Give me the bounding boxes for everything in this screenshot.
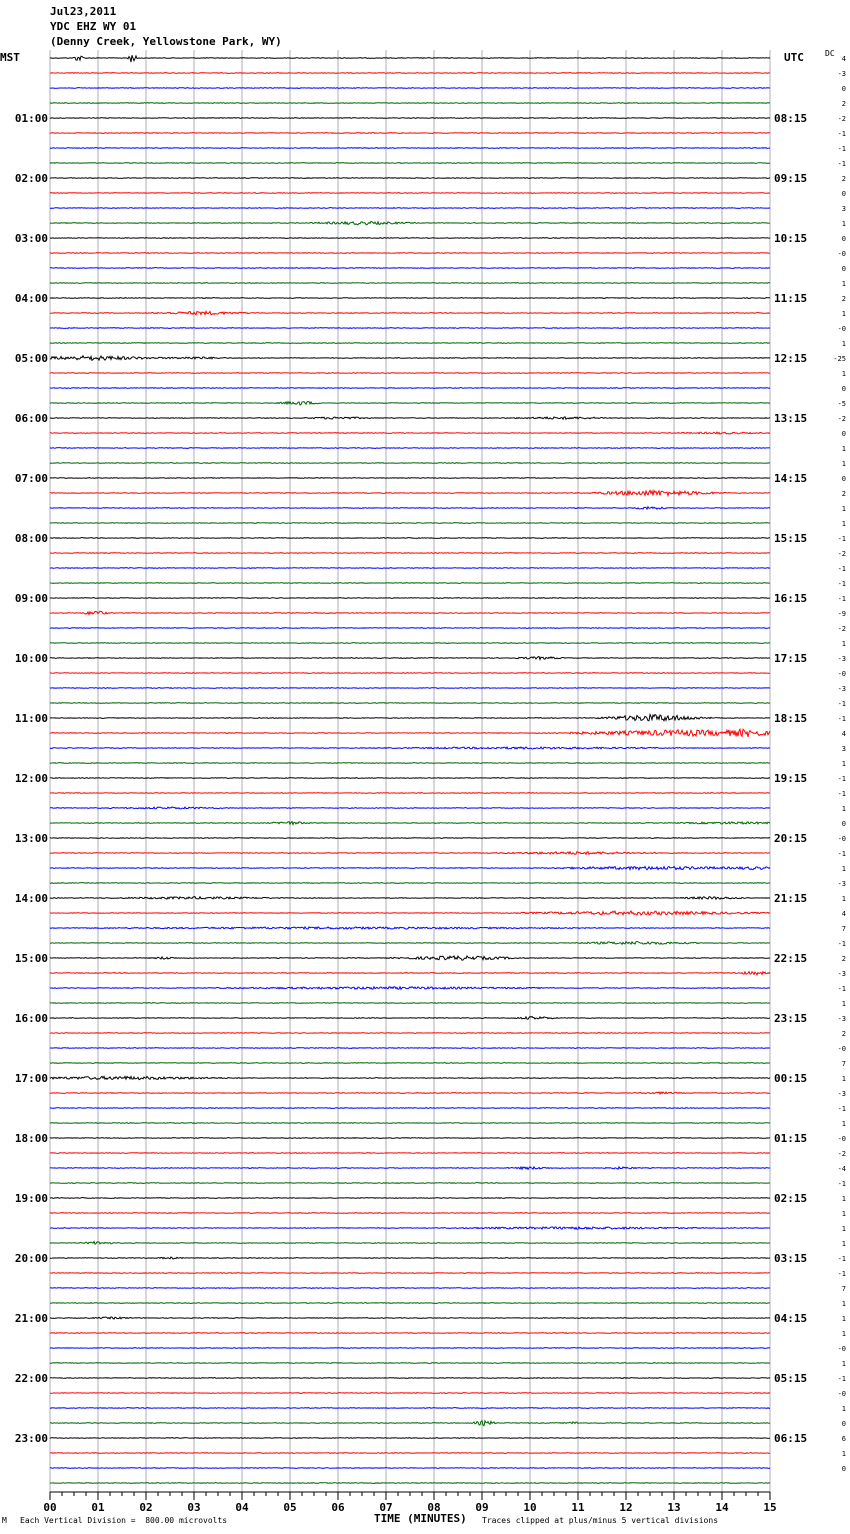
trace-line-82 [50, 1288, 770, 1289]
trace-line-76 [50, 1198, 770, 1199]
dc-offset-label: -1 [837, 940, 846, 948]
x-tick-label: 04 [235, 1501, 249, 1514]
mst-hour-label: 14:00 [14, 892, 48, 905]
trace-line-71 [50, 1123, 770, 1124]
dc-offset-label: -0 [837, 1390, 846, 1398]
dc-offset-label: -3 [837, 655, 846, 663]
x-tick-label: 12 [619, 1501, 633, 1514]
trace-line-35 [50, 583, 770, 584]
trace-line-91 [50, 1421, 770, 1426]
trace-line-10 [50, 208, 770, 209]
x-axis-ticks [43, 1492, 776, 1514]
dc-offset-label: -1 [837, 1375, 846, 1383]
plot-date: Jul23,2011 [50, 5, 117, 18]
dc-offset-label: -3 [837, 1015, 846, 1023]
x-tick-label: 14 [715, 1501, 729, 1514]
dc-offset-label: 1 [841, 1315, 846, 1323]
trace-line-41 [50, 673, 770, 674]
dc-offset-label: 2 [841, 1030, 846, 1038]
station-location: (Denny Creek, Yellowstone Park, WY) [50, 35, 282, 48]
dc-offset-label: 1 [841, 1000, 846, 1008]
dc-offset-label: 1 [841, 1225, 846, 1233]
trace-line-63 [50, 1003, 770, 1004]
trace-line-22 [50, 388, 770, 389]
dc-offset-label: 1 [841, 640, 846, 648]
dc-offset-label: 7 [841, 1060, 846, 1068]
corner-mark: M [2, 1516, 7, 1525]
mst-hour-label: 06:00 [14, 412, 48, 425]
trace-line-84 [50, 1317, 770, 1319]
dc-offset-label: 1 [841, 865, 846, 873]
utc-hour-label: 01:15 [774, 1132, 808, 1145]
dc-offset-label: -1 [837, 1255, 846, 1263]
trace-line-52 [50, 838, 770, 839]
trace-line-17 [50, 311, 770, 314]
mst-axis-title: MST [0, 51, 20, 64]
trace-line-73 [50, 1153, 770, 1154]
utc-hour-label: 21:15 [774, 892, 808, 905]
dc-offset-label: 7 [841, 925, 846, 933]
dc-offset-label: 0 [841, 820, 846, 828]
dc-offset-label: 1 [841, 370, 846, 378]
seismic-traces [50, 55, 770, 1483]
dc-offset-label: -1 [837, 1270, 846, 1278]
trace-line-93 [50, 1453, 770, 1454]
utc-axis-title: UTC [784, 51, 804, 64]
utc-hour-label: 09:15 [774, 172, 808, 185]
mst-hour-label: 08:00 [14, 532, 48, 545]
mst-hour-label: 12:00 [14, 772, 48, 785]
dc-offset-label: -0 [837, 250, 846, 258]
dc-offset-label: -1 [837, 1105, 846, 1113]
trace-line-75 [50, 1183, 770, 1184]
dc-offset-label: 0 [841, 430, 846, 438]
trace-line-40 [50, 657, 770, 660]
scale-note: Each Vertical Division = 800.00 microvolts [20, 1516, 228, 1525]
dc-offset-label: 3 [841, 745, 846, 753]
dc-offset-label: -25 [833, 355, 846, 363]
mst-hour-label: 01:00 [14, 112, 48, 125]
dc-offset-label: 1 [841, 1195, 846, 1203]
utc-hour-label: 02:15 [774, 1192, 808, 1205]
trace-line-39 [50, 643, 770, 644]
trace-line-16 [50, 298, 770, 299]
mst-hour-label: 17:00 [14, 1072, 48, 1085]
mst-hour-label: 23:00 [14, 1432, 48, 1445]
trace-line-67 [50, 1063, 770, 1064]
trace-line-58 [50, 927, 770, 929]
trace-line-88 [50, 1378, 770, 1379]
dc-offset-label: 1 [841, 1330, 846, 1338]
trace-line-5 [50, 133, 770, 134]
dc-offset-label: 1 [841, 445, 846, 453]
trace-line-18 [50, 328, 770, 329]
utc-hour-label: 00:15 [774, 1072, 808, 1085]
dc-offset-label: -4 [837, 1165, 846, 1173]
dc-offset-label: -1 [837, 145, 846, 153]
trace-line-43 [50, 703, 770, 704]
dc-offset-label: -1 [837, 565, 846, 573]
dc-offset-label: 1 [841, 895, 846, 903]
trace-line-56 [50, 897, 770, 900]
trace-line-0 [50, 55, 770, 62]
dc-title: DC [825, 49, 835, 58]
mst-hour-label: 16:00 [14, 1012, 48, 1025]
utc-hour-label: 04:15 [774, 1312, 808, 1325]
trace-line-54 [50, 866, 770, 869]
utc-hour-label: 14:15 [774, 472, 808, 485]
dc-offset-label: -1 [837, 850, 846, 858]
utc-hour-labels [774, 112, 807, 1445]
trace-line-31 [50, 523, 770, 524]
trace-line-77 [50, 1213, 770, 1214]
mst-hour-label: 04:00 [14, 292, 48, 305]
utc-hour-label: 06:15 [774, 1432, 808, 1445]
trace-line-70 [50, 1108, 770, 1109]
trace-line-78 [50, 1227, 770, 1229]
x-tick-label: 10 [523, 1501, 537, 1514]
dc-offset-label: -1 [837, 985, 846, 993]
trace-line-19 [50, 343, 770, 344]
mst-hour-label: 02:00 [14, 172, 48, 185]
mst-hour-label: 10:00 [14, 652, 48, 665]
trace-line-55 [50, 883, 770, 884]
trace-line-11 [50, 221, 770, 224]
mst-hour-label: 18:00 [14, 1132, 48, 1145]
trace-line-29 [50, 490, 770, 495]
dc-offset-label: -3 [837, 70, 846, 78]
trace-line-27 [50, 463, 770, 464]
x-tick-label: 03 [187, 1501, 201, 1514]
mst-hour-labels [15, 112, 48, 1445]
trace-line-64 [50, 1016, 770, 1019]
dc-offset-label: -1 [837, 130, 846, 138]
trace-line-28 [50, 478, 770, 479]
x-tick-label: 02 [139, 1501, 153, 1514]
trace-line-66 [50, 1048, 770, 1049]
dc-offset-label: 0 [841, 1420, 846, 1428]
trace-line-48 [50, 778, 770, 779]
trace-line-46 [50, 747, 770, 749]
dc-offset-labels [833, 55, 846, 1473]
dc-offset-label: 0 [841, 265, 846, 273]
dc-offset-label: 1 [841, 1300, 846, 1308]
dc-offset-label: -2 [837, 625, 846, 633]
clip-note: Traces clipped at plus/minus 5 vertical divisions [482, 1516, 719, 1525]
trace-line-61 [50, 972, 770, 975]
dc-offset-label: -0 [837, 670, 846, 678]
trace-line-57 [50, 911, 770, 915]
dc-offset-label: 1 [841, 1075, 846, 1083]
dc-offset-label: -0 [837, 835, 846, 843]
trace-line-37 [50, 611, 770, 614]
trace-line-25 [50, 432, 770, 434]
dc-offset-label: 1 [841, 1240, 846, 1248]
utc-hour-label: 15:15 [774, 532, 808, 545]
dc-offset-label: 1 [841, 280, 846, 288]
mst-hour-label: 15:00 [14, 952, 48, 965]
dc-offset-label: 1 [841, 1450, 846, 1458]
dc-offset-label: 3 [841, 205, 846, 213]
trace-line-8 [50, 178, 770, 179]
dc-offset-label: -1 [837, 535, 846, 543]
x-tick-label: 07 [379, 1501, 393, 1514]
trace-line-2 [50, 88, 770, 89]
dc-offset-label: 0 [841, 385, 846, 393]
dc-offset-label: -3 [837, 970, 846, 978]
dc-offset-label: -3 [837, 685, 846, 693]
trace-line-90 [50, 1408, 770, 1409]
utc-hour-label: 10:15 [774, 232, 808, 245]
dc-offset-label: -3 [837, 880, 846, 888]
trace-line-42 [50, 688, 770, 689]
trace-line-32 [50, 538, 770, 539]
trace-line-65 [50, 1033, 770, 1034]
minute-gridlines [50, 50, 770, 1492]
utc-hour-label: 13:15 [774, 412, 808, 425]
utc-hour-label: 17:15 [774, 652, 808, 665]
trace-line-81 [50, 1273, 770, 1274]
mst-hour-label: 20:00 [14, 1252, 48, 1265]
dc-offset-label: -3 [837, 1090, 846, 1098]
mst-hour-label: 13:00 [14, 832, 48, 845]
dc-offset-label: 7 [841, 1285, 846, 1293]
dc-offset-label: 6 [841, 1435, 846, 1443]
utc-hour-label: 16:15 [774, 592, 808, 605]
dc-offset-label: -2 [837, 1150, 846, 1158]
dc-offset-label: -1 [837, 775, 846, 783]
dc-offset-label: 0 [841, 1465, 846, 1473]
dc-offset-label: 1 [841, 505, 846, 513]
dc-offset-label: -2 [837, 550, 846, 558]
dc-offset-label: 0 [841, 235, 846, 243]
trace-line-72 [50, 1138, 770, 1139]
dc-offset-label: -0 [837, 1135, 846, 1143]
trace-line-83 [50, 1303, 770, 1304]
trace-line-92 [50, 1438, 770, 1439]
trace-line-68 [50, 1076, 770, 1079]
utc-hour-label: 08:15 [774, 112, 808, 125]
trace-line-47 [50, 763, 770, 764]
trace-line-62 [50, 987, 770, 989]
x-tick-label: 06 [331, 1501, 345, 1514]
dc-offset-label: 4 [841, 55, 846, 63]
dc-offset-label: 1 [841, 310, 846, 318]
trace-line-24 [50, 417, 770, 419]
trace-line-33 [50, 553, 770, 554]
station-code: YDC EHZ WY 01 [50, 20, 137, 33]
trace-line-94 [50, 1468, 770, 1469]
dc-offset-label: -0 [837, 1045, 846, 1053]
x-tick-label: 05 [283, 1501, 297, 1514]
mst-hour-label: 22:00 [14, 1372, 48, 1385]
utc-hour-label: 12:15 [774, 352, 808, 365]
trace-line-14 [50, 268, 770, 269]
utc-hour-label: 22:15 [774, 952, 808, 965]
x-tick-label: 11 [571, 1501, 585, 1514]
trace-line-34 [50, 568, 770, 569]
utc-hour-label: 11:15 [774, 292, 808, 305]
trace-line-50 [50, 807, 770, 809]
trace-line-21 [50, 373, 770, 374]
dc-offset-label: 1 [841, 1405, 846, 1413]
x-tick-label: 08 [427, 1501, 441, 1514]
x-tick-label: 13 [667, 1501, 681, 1514]
dc-offset-label: -2 [837, 115, 846, 123]
dc-offset-label: -5 [837, 400, 846, 408]
dc-offset-label: 1 [841, 1360, 846, 1368]
dc-offset-label: -1 [837, 595, 846, 603]
utc-hour-label: 18:15 [774, 712, 808, 725]
dc-offset-label: 0 [841, 85, 846, 93]
x-tick-label: 15 [763, 1501, 777, 1514]
trace-line-45 [50, 729, 770, 737]
dc-offset-label: -1 [837, 790, 846, 798]
dc-offset-label: -2 [837, 415, 846, 423]
mst-hour-label: 21:00 [14, 1312, 48, 1325]
mst-hour-label: 11:00 [14, 712, 48, 725]
dc-offset-label: 4 [841, 730, 846, 738]
mst-hour-label: 05:00 [14, 352, 48, 365]
trace-line-53 [50, 852, 770, 855]
trace-line-49 [50, 793, 770, 794]
x-tick-label: 01 [91, 1501, 105, 1514]
trace-line-20 [50, 356, 770, 360]
x-axis-label: TIME (MINUTES) [374, 1512, 467, 1525]
dc-offset-label: 2 [841, 100, 846, 108]
trace-line-9 [50, 193, 770, 194]
trace-line-26 [50, 448, 770, 449]
trace-line-7 [50, 163, 770, 164]
trace-line-30 [50, 507, 770, 509]
mst-hour-label: 19:00 [14, 1192, 48, 1205]
dc-offset-label: 2 [841, 955, 846, 963]
mst-hour-label: 09:00 [14, 592, 48, 605]
dc-offset-label: -1 [837, 160, 846, 168]
mst-hour-label: 03:00 [14, 232, 48, 245]
dc-offset-label: 1 [841, 340, 846, 348]
trace-line-12 [50, 238, 770, 239]
dc-offset-label: 0 [841, 475, 846, 483]
trace-line-59 [50, 941, 770, 944]
trace-line-15 [50, 283, 770, 284]
trace-line-44 [50, 714, 770, 720]
dc-offset-label: 1 [841, 760, 846, 768]
utc-hour-label: 23:15 [774, 1012, 808, 1025]
dc-offset-label: -9 [837, 610, 846, 618]
trace-line-86 [50, 1348, 770, 1349]
trace-line-13 [50, 253, 770, 254]
utc-hour-label: 05:15 [774, 1372, 808, 1385]
trace-line-69 [50, 1092, 770, 1094]
dc-offset-label: 1 [841, 220, 846, 228]
x-tick-label: 09 [475, 1501, 489, 1514]
trace-line-89 [50, 1393, 770, 1394]
dc-offset-label: 2 [841, 295, 846, 303]
trace-line-74 [50, 1167, 770, 1170]
trace-line-51 [50, 822, 770, 825]
dc-offset-label: 0 [841, 190, 846, 198]
dc-offset-label: 1 [841, 805, 846, 813]
dc-offset-label: -1 [837, 1180, 846, 1188]
utc-hour-label: 20:15 [774, 832, 808, 845]
dc-offset-label: -1 [837, 580, 846, 588]
mst-hour-label: 07:00 [14, 472, 48, 485]
dc-offset-label: 2 [841, 490, 846, 498]
trace-line-38 [50, 628, 770, 629]
trace-line-6 [50, 148, 770, 149]
dc-offset-label: 2 [841, 175, 846, 183]
trace-line-87 [50, 1363, 770, 1364]
dc-offset-label: -0 [837, 1345, 846, 1353]
dc-offset-label: -0 [837, 325, 846, 333]
trace-line-85 [50, 1333, 770, 1334]
trace-line-23 [50, 402, 770, 406]
dc-offset-label: 1 [841, 1210, 846, 1218]
utc-hour-label: 03:15 [774, 1252, 808, 1265]
trace-line-80 [50, 1257, 770, 1259]
dc-offset-label: 4 [841, 910, 846, 918]
trace-line-79 [50, 1242, 770, 1245]
x-tick-label: 00 [43, 1501, 57, 1514]
dc-offset-label: 1 [841, 460, 846, 468]
trace-line-3 [50, 103, 770, 104]
trace-line-36 [50, 598, 770, 599]
trace-line-1 [50, 73, 770, 74]
trace-line-4 [50, 118, 770, 119]
dc-offset-label: 1 [841, 520, 846, 528]
utc-hour-label: 19:15 [774, 772, 808, 785]
trace-line-60 [50, 956, 770, 960]
trace-line-95 [50, 1483, 770, 1484]
dc-offset-label: 1 [841, 1120, 846, 1128]
dc-offset-label: -1 [837, 715, 846, 723]
dc-offset-label: -1 [837, 700, 846, 708]
